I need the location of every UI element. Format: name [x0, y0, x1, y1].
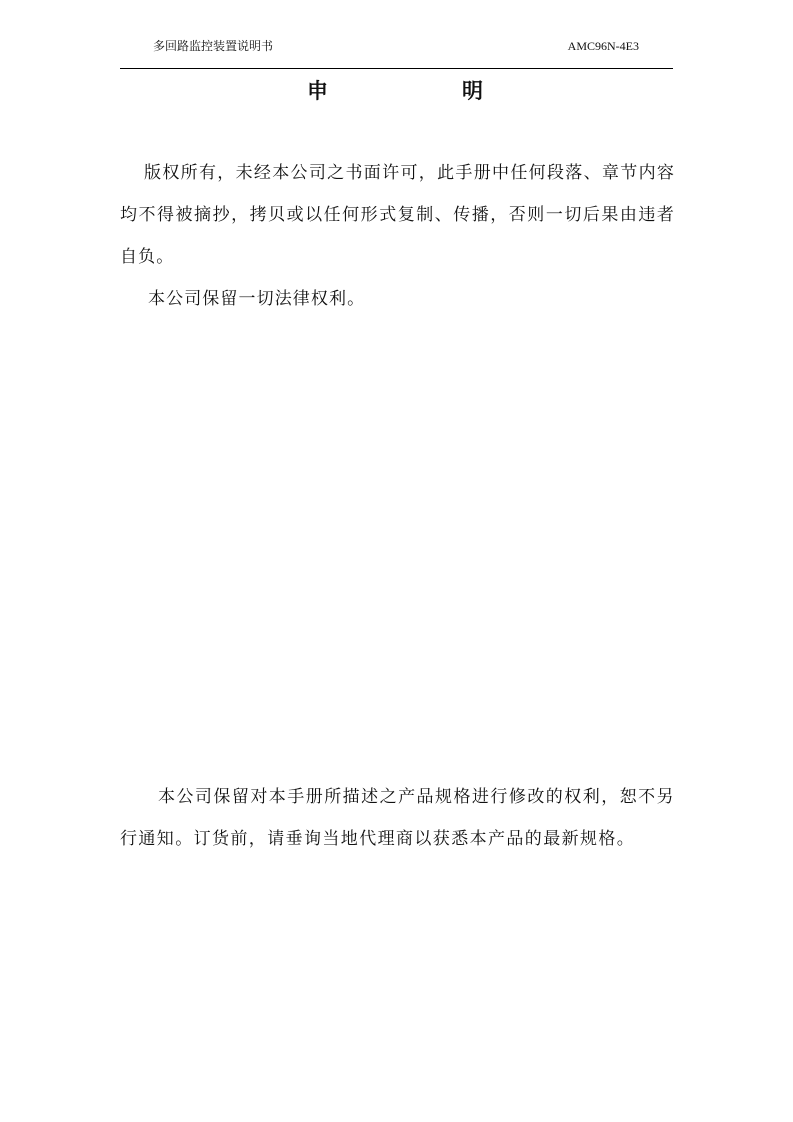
page-header — [0, 0, 793, 70]
copyright-statement — [120, 152, 675, 320]
model-number: AMC96N-4E3 — [567, 39, 639, 53]
rights-reserved-paragraph: 本公司保留一切法律权利。 — [148, 289, 366, 309]
header-divider — [120, 68, 673, 69]
heading-char-2: 明 — [462, 78, 483, 103]
statement-heading — [120, 76, 673, 106]
specification-notice — [120, 776, 675, 860]
notice-paragraph: 本公司保留对本手册所描述之产品规格进行修改的权利，恕不另行通知。订货前，请垂询当地代理商以获悉本产品的最新规格。 — [120, 787, 675, 849]
document-title: 多回路监控装置说明书 — [153, 39, 274, 53]
heading-char-1: 申 — [307, 78, 328, 103]
copyright-paragraph: 版权所有，未经本公司之书面许可，此手册中任何段落、章节内容均不得被摘抄，拷贝或以任何形式复制、传播，否则一切后果由违者自负。 — [120, 163, 675, 267]
